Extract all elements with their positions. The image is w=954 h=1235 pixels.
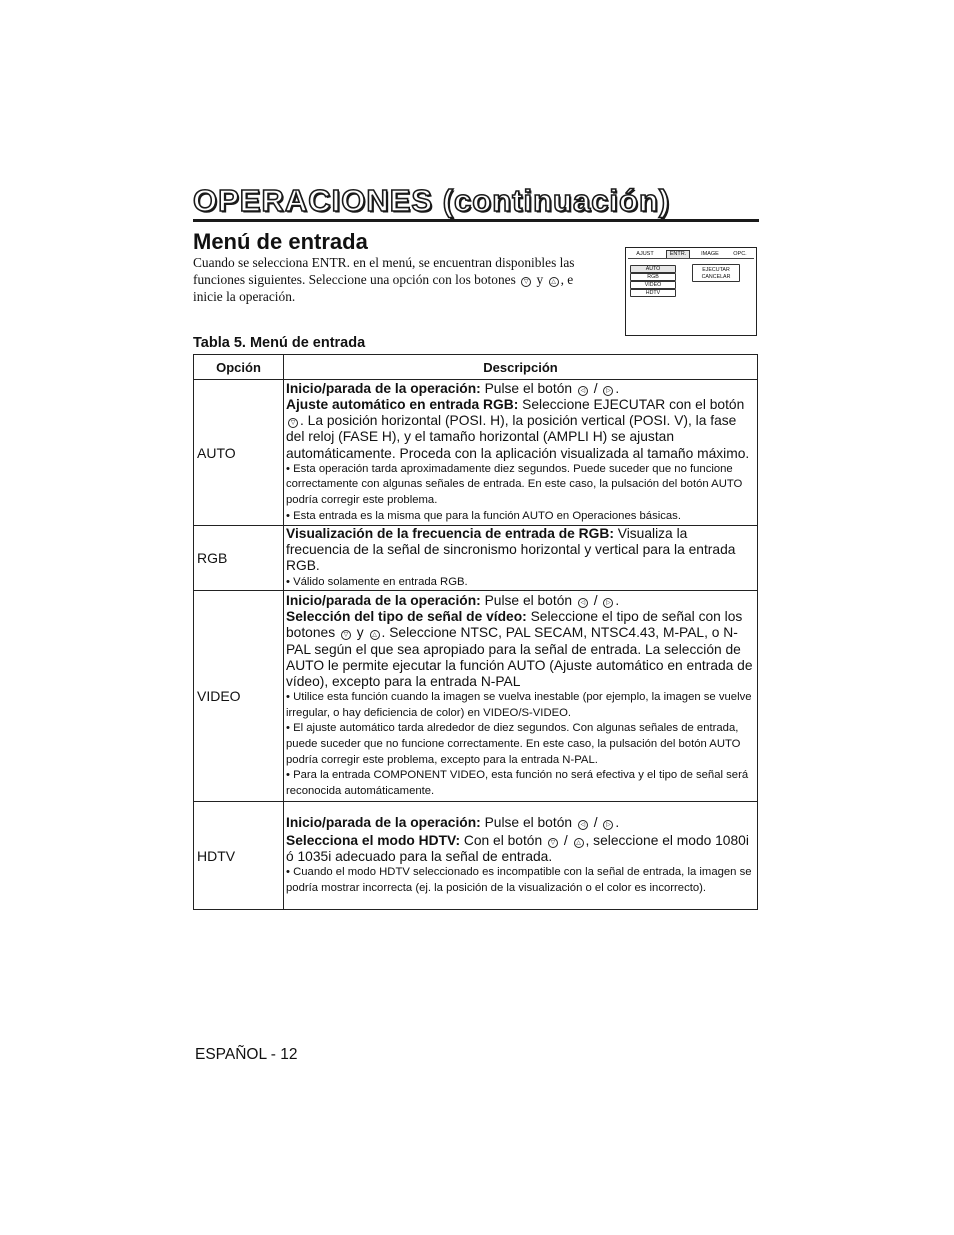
up-button-icon: △ xyxy=(549,277,559,287)
auto-start-line xyxy=(286,381,754,397)
note: • Utilice esta función cuando la imagen se vuelva inestable (por ejemplo, la imagen se vuelve irregular, o hay deficiencia de color) en VIDEO/S-VIDEO. xyxy=(286,691,752,719)
intro-text-3: , e inicie la operación. xyxy=(193,272,574,304)
description-cell xyxy=(284,526,758,591)
thumb-item-video: VIDEO xyxy=(630,281,676,289)
auto-start-text: Pulse el botón xyxy=(484,380,573,396)
option-cell: AUTO xyxy=(194,380,284,526)
hdtv-mode-rest: , seleccione el modo 1080i ó 1035i adecuado para la señal de entrada. xyxy=(286,833,749,865)
down-button-icon: ▽ xyxy=(288,418,298,428)
option-cell: RGB xyxy=(194,526,284,591)
thumb-item-auto: AUTO xyxy=(630,265,676,273)
col-header-description: Descripción xyxy=(284,355,758,380)
right-button-icon: ▷ xyxy=(603,820,613,830)
auto-adjust-rest: . La posición horizontal (POSI. H), la posición vertical (POSI. V), la fase del reloj (FASE H), y el tamaño horizontal (AMPLI H) se ajustan automáticamente. Proceda con la aplicación visualizada al tamaño máximo. xyxy=(286,413,750,461)
hdtv-mode-line xyxy=(286,833,754,865)
left-button-icon: ◁ xyxy=(578,598,588,608)
hdtv-mode-label: Selecciona el modo HDTV: xyxy=(286,833,461,848)
video-type-mid: y xyxy=(356,625,364,641)
left-button-icon: ◁ xyxy=(578,820,588,830)
thumb-tab-entr: ENTR. xyxy=(666,250,690,259)
auto-start-end: . xyxy=(615,380,620,396)
rgb-line xyxy=(286,526,754,575)
auto-start-sep: / xyxy=(593,380,598,396)
hdtv-mode-text: Con el botón xyxy=(463,833,543,848)
note: • Cuando el modo HDTV seleccionado es incompatible con la señal de entrada, la imagen se podría mostrar incorrecta (ej. la posición de la visualización o el color es incorrecto). xyxy=(286,866,752,894)
auto-adjust-label: Ajuste automático en entrada RGB: xyxy=(286,397,519,412)
left-button-icon: ◁ xyxy=(578,386,588,396)
section-title: Menú de entrada xyxy=(193,229,368,254)
note: • Esta operación tarda aproximadamente diez segundos. Puede suceder que no funcione correctamente con algunas señales de entrada. En este caso, la pulsación del botón AUTO podría corregir este problema. xyxy=(286,462,743,506)
note: • Válido solamente en entrada RGB. xyxy=(286,575,468,588)
table-row xyxy=(194,380,758,526)
hdtv-start-end: . xyxy=(615,814,620,830)
video-start-sep: / xyxy=(593,593,598,609)
video-start-end: . xyxy=(615,593,620,609)
intro-paragraph xyxy=(193,254,598,305)
table-row xyxy=(194,802,758,910)
rgb-text: Visualiza la frecuencia de la señal de sincronismo horizontal y vertical para la entrada RGB. xyxy=(286,526,736,574)
hdtv-start-label: Inicio/parada de la operación: xyxy=(286,814,481,830)
up-button-icon: △ xyxy=(370,630,380,640)
hdtv-start-sep: / xyxy=(593,814,598,830)
up-button-icon: △ xyxy=(574,838,584,848)
menu-screenshot xyxy=(625,247,757,336)
thumb-item-hdtv: HDTV xyxy=(630,289,676,297)
auto-adjust-text: Seleccione EJECUTAR con el botón xyxy=(522,397,745,412)
note: • Para la entrada COMPONENT VIDEO, esta función no será efectiva y el tipo de señal será reconocida automáticamente. xyxy=(286,769,749,797)
intro-text-1: Cuando se selecciona ENTR. en el menú, se encuentran disponibles las funciones siguientes. Seleccione una opción con los botones xyxy=(193,255,575,287)
thumb-tab-image: IMAGE xyxy=(701,251,719,257)
down-button-icon: ▽ xyxy=(548,838,558,848)
heading-rule xyxy=(193,219,759,222)
down-button-icon: ▽ xyxy=(341,630,351,640)
video-start-text: Pulse el botón xyxy=(484,593,573,609)
thumb-tab-opc: OPC. xyxy=(733,251,747,257)
video-start-label: Inicio/parada de la operación: xyxy=(286,593,481,609)
video-type-rest: . Seleccione NTSC, PAL SECAM, NTSC4.43, M-PAL, o N-PAL según el que sea apropiado para la señal de entrada. La selección de AUTO le permite ejecutar la función AUTO (Ajuste automático en entrada de vídeo), excepto para la entrada N-PAL xyxy=(286,625,753,690)
thumb-sub-cancelar: CANCELAR xyxy=(701,274,731,280)
menu-thumb-tabs xyxy=(630,250,752,258)
video-type-line xyxy=(286,609,754,690)
hdtv-mode-mid: / xyxy=(563,833,568,848)
description-cell xyxy=(284,380,758,526)
table-row xyxy=(194,591,758,802)
auto-adjust-line xyxy=(286,397,754,462)
thumb-item-rgb: RGB xyxy=(630,273,676,281)
col-header-option: Opción xyxy=(194,355,284,380)
hdtv-start-text: Pulse el botón xyxy=(484,814,573,830)
video-start-line xyxy=(286,593,754,609)
input-menu-table xyxy=(193,354,758,910)
thumb-submenu xyxy=(692,264,740,282)
table-row xyxy=(194,526,758,591)
description-cell xyxy=(284,802,758,910)
option-cell: VIDEO xyxy=(194,591,284,802)
description-cell xyxy=(284,591,758,802)
video-type-text: Seleccione el tipo de señal con los botones xyxy=(286,609,743,641)
right-button-icon: ▷ xyxy=(603,598,613,608)
page-heading: OPERACIONES (continuación) xyxy=(193,183,671,218)
thumb-divider xyxy=(628,258,754,259)
table-caption: Tabla 5. Menú de entrada xyxy=(193,335,366,351)
down-button-icon: ▽ xyxy=(521,277,531,287)
rgb-label: Visualización de la frecuencia de entrada de RGB: xyxy=(286,526,614,541)
thumb-sub-ejecutar: EJECUTAR xyxy=(702,267,730,273)
note: • Esta entrada es la misma que para la función AUTO en Operaciones básicas. xyxy=(286,509,681,522)
right-button-icon: ▷ xyxy=(603,386,613,396)
page-footer: ESPAÑOL - 12 xyxy=(195,1046,298,1063)
thumb-tab-ajust: AJUST xyxy=(636,251,654,257)
table-header-row xyxy=(194,355,758,380)
intro-text-2: y xyxy=(536,272,544,287)
auto-start-label: Inicio/parada de la operación: xyxy=(286,380,481,396)
option-cell: HDTV xyxy=(194,802,284,910)
note: • El ajuste automático tarda alrededor de diez segundos. Con algunas señales de entrada, puede suceder que no funcione correctamente. En este caso, la pulsación del botón AUTO podría corregir este problema, excepto para la entrada N-PAL. xyxy=(286,722,741,766)
video-type-label: Selección del tipo de señal de vídeo: xyxy=(286,609,527,625)
hdtv-start-line xyxy=(286,815,754,831)
